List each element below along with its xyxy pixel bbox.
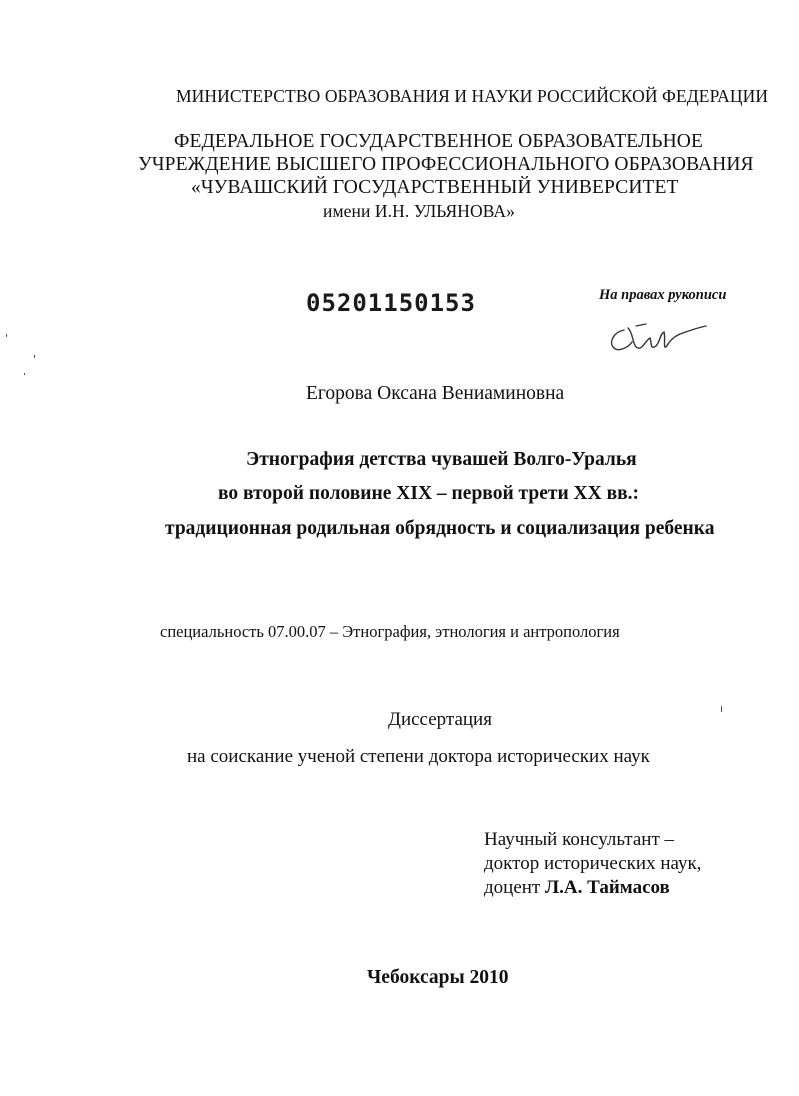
advisor-name: Л.А. Таймасов	[545, 877, 670, 898]
institution-line-3: «ЧУВАШСКИЙ ГОСУДАРСТВЕННЫЙ УНИВЕРСИТЕТ	[191, 177, 679, 198]
institution-line-2: УЧРЕЖДЕНИЕ ВЫСШЕГО ПРОФЕССИОНАЛЬНОГО ОБРАЗОВАНИЯ	[138, 154, 754, 175]
scan-mark	[34, 355, 35, 358]
scan-mark	[24, 373, 25, 375]
title-line-2: во второй половине XIX – первой трети XX вв.:	[218, 483, 640, 504]
advisor-title: доцент	[484, 877, 541, 898]
title-line-1: Этнография детства чувашей Волго-Уралья	[246, 449, 637, 470]
city-year: Чебоксары 2010	[367, 967, 509, 988]
advisor-degree: доктор исторических наук,	[484, 853, 702, 874]
degree-line: на соискание ученой степени доктора исторических наук	[187, 746, 650, 767]
dissertation-label: Диссертация	[388, 709, 492, 730]
title-line-3: традиционная родильная обрядность и социализация ребенка	[165, 518, 715, 539]
scan-mark	[721, 706, 722, 712]
scan-mark	[6, 334, 7, 337]
institution-line-1: ФЕДЕРАЛЬНОЕ ГОСУДАРСТВЕННОЕ ОБРАЗОВАТЕЛЬНОЕ	[174, 131, 703, 152]
registration-number: 05201150153	[306, 289, 476, 317]
institution-line-4: имени И.Н. УЛЬЯНОВА»	[323, 201, 516, 221]
ministry-heading: МИНИСТЕРСТВО ОБРАЗОВАНИЯ И НАУКИ РОССИЙСКОЙ ФЕДЕРАЦИИ	[176, 86, 769, 106]
signature	[606, 320, 710, 356]
advisor-role: Научный консультант –	[484, 829, 674, 850]
manuscript-rights-label: На правах рукописи	[599, 287, 727, 303]
advisor-name-line	[484, 877, 670, 899]
specialty-line: специальность 07.00.07 – Этнография, этнология и антропология	[160, 622, 620, 641]
author-name: Егорова Оксана Вениаминовна	[306, 383, 565, 404]
